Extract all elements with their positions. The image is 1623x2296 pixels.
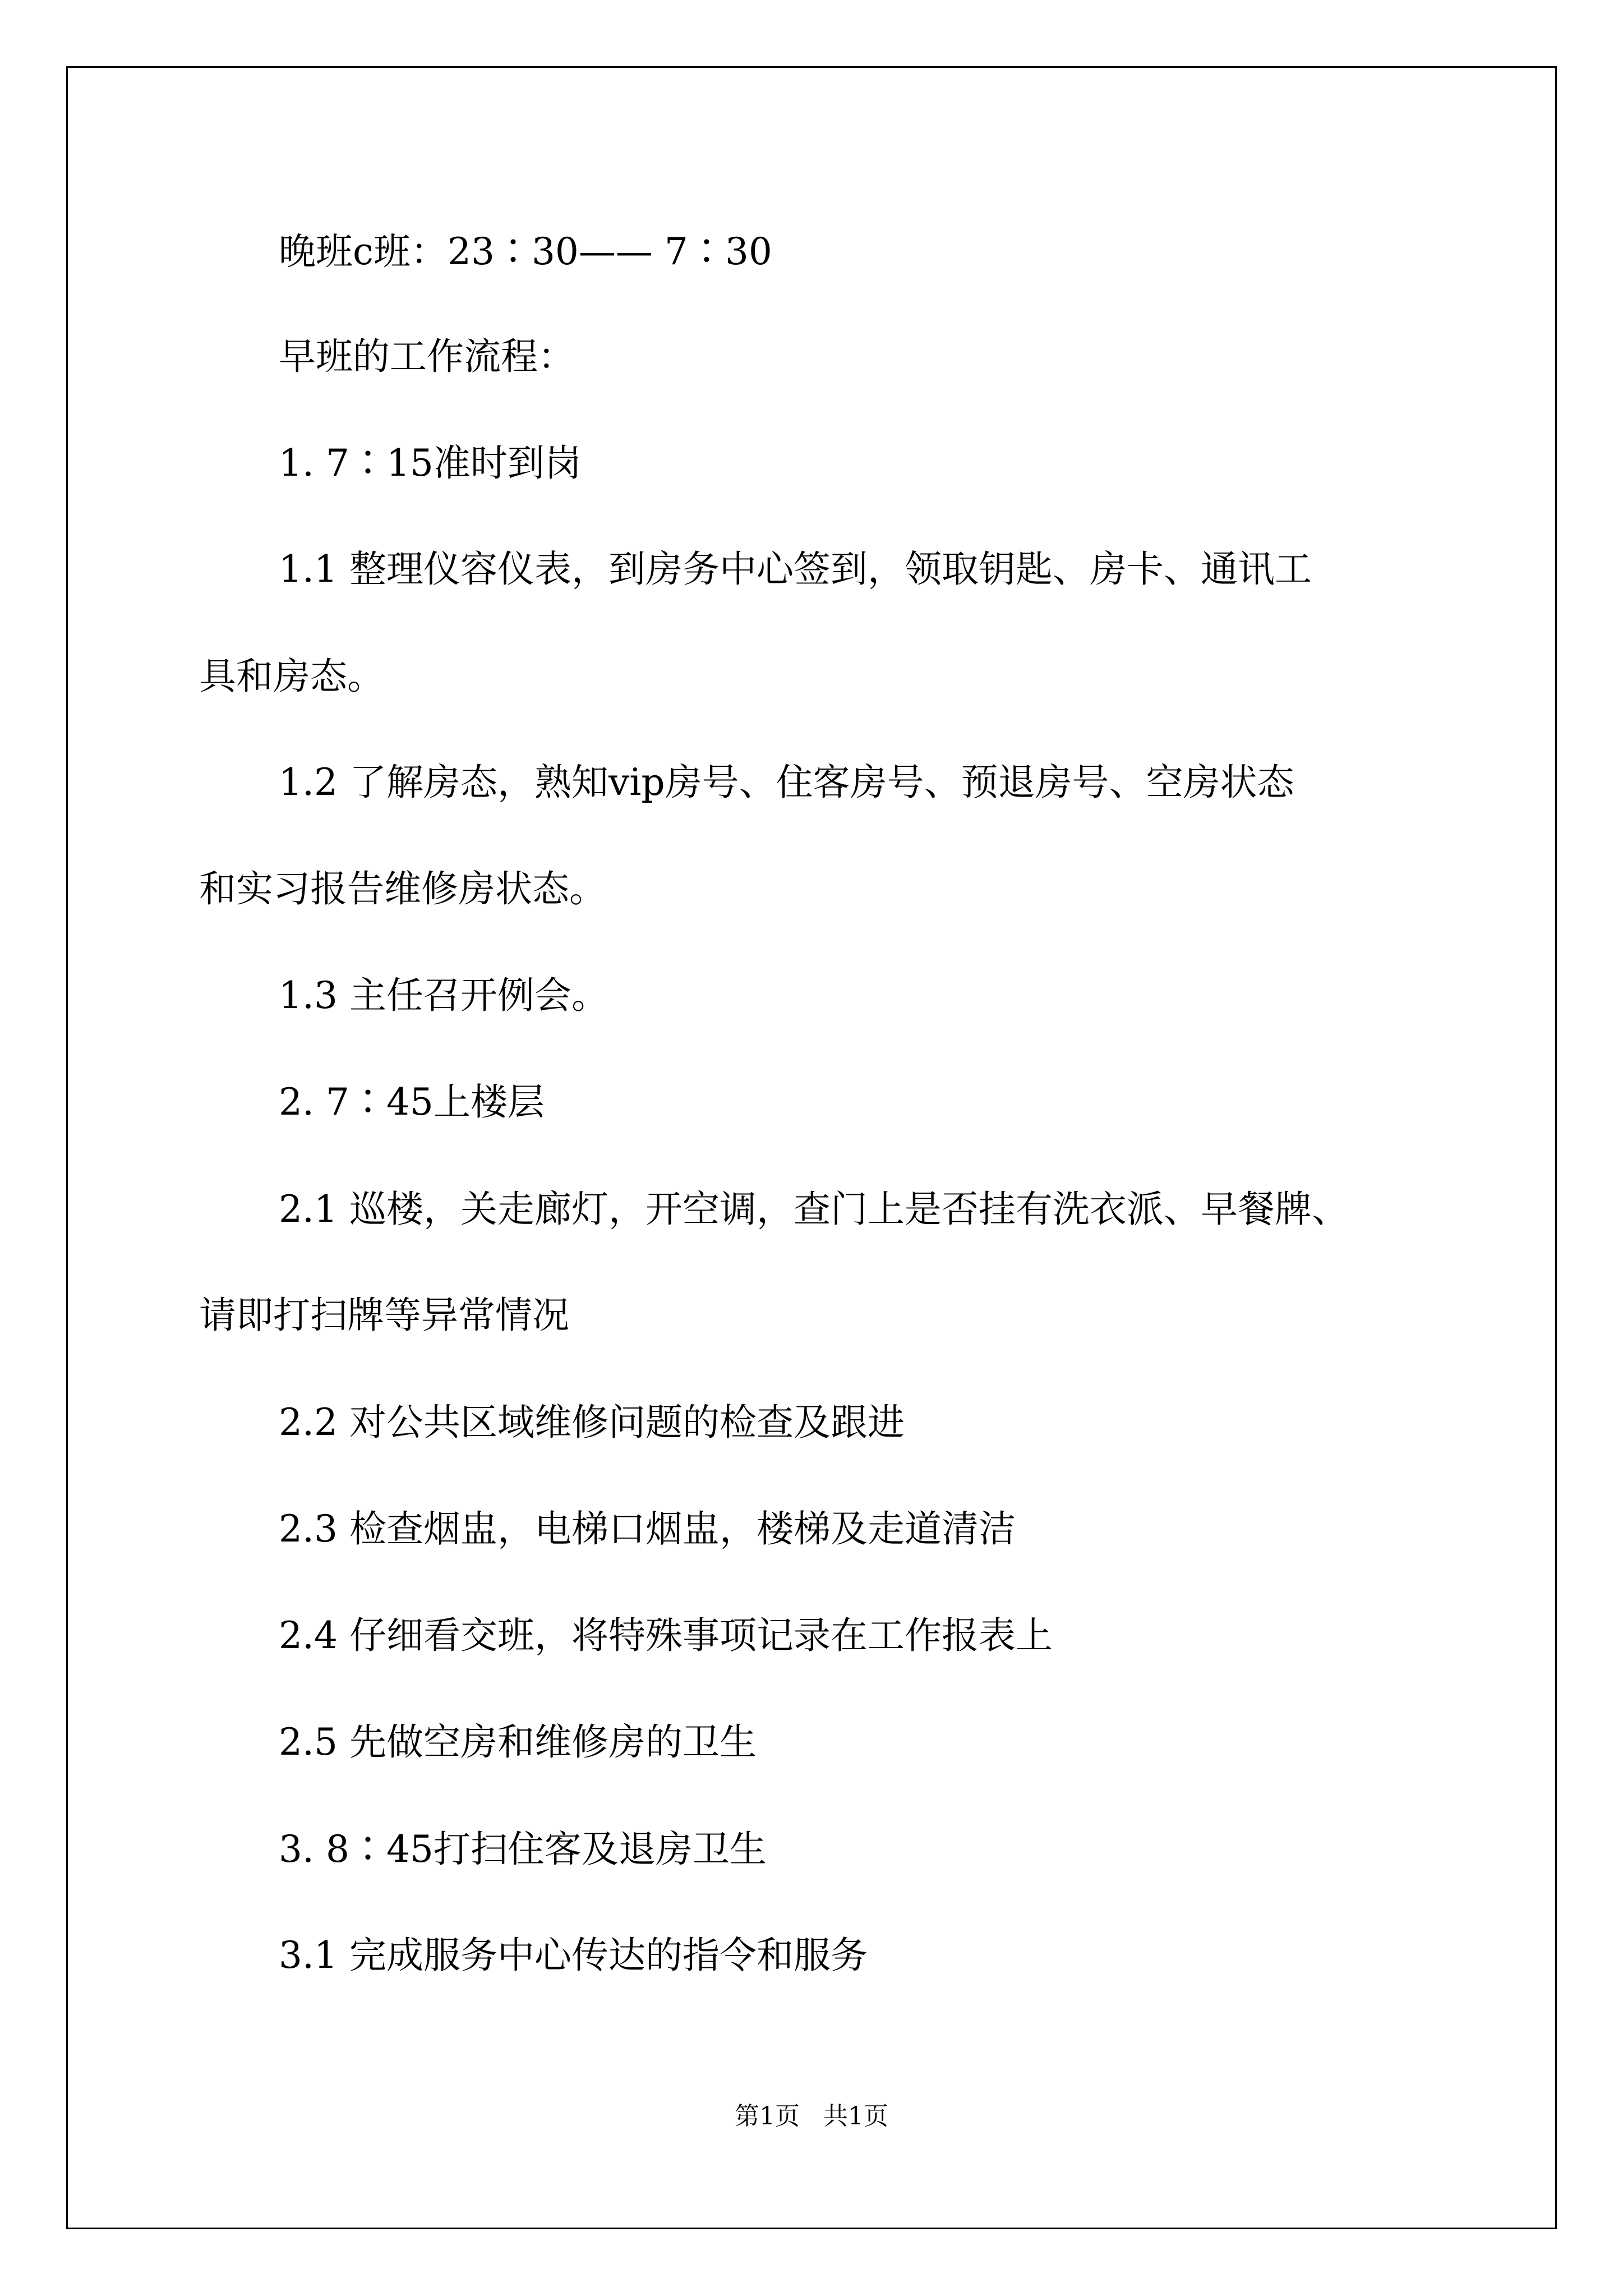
- section-heading: 早班的工作流程：: [279, 335, 575, 378]
- step-2-3: 2.3 检查烟盅，电梯口烟盅，楼梯及走道清洁: [279, 1507, 1016, 1550]
- step-1-3: 1.3 主任召开例会。: [279, 974, 608, 1017]
- page-border: [66, 66, 1557, 2229]
- step-2-2: 2.2 对公共区域维修问题的检查及跟进: [279, 1401, 905, 1444]
- shift-time-line: 晚班c班：23∶30—— 7∶30: [279, 230, 772, 273]
- page-number-footer: 第1页 共1页: [735, 2102, 888, 2131]
- step-1-1: 1.1 整理仪容仪表，到房务中心签到，领取钥匙、房卡、通讯工: [279, 547, 1312, 591]
- step-2-1-continued: 请即打扫牌等异常情况: [199, 1294, 569, 1337]
- step-2: 2. 7∶45上楼层: [279, 1080, 545, 1124]
- step-1-1-continued: 具和房态。: [199, 655, 384, 698]
- step-1: 1. 7∶15准时到岗: [279, 441, 582, 485]
- step-2-1: 2.1 巡楼，关走廊灯，开空调，查门上是否挂有洗衣派、早餐牌、: [279, 1188, 1349, 1231]
- step-1-2: 1.2 了解房态，熟知vip房号、住客房号、预退房号、空房状态: [279, 761, 1294, 804]
- step-3: 3. 8∶45打扫住客及退房卫生: [279, 1828, 767, 1871]
- step-2-4: 2.4 仔细看交班，将特殊事项记录在工作报表上: [279, 1614, 1053, 1657]
- step-1-2-continued: 和实习报告维修房状态。: [199, 867, 606, 910]
- step-2-5: 2.5 先做空房和维修房的卫生: [279, 1720, 757, 1764]
- step-3-1: 3.1 完成服务中心传达的指令和服务: [279, 1934, 868, 1977]
